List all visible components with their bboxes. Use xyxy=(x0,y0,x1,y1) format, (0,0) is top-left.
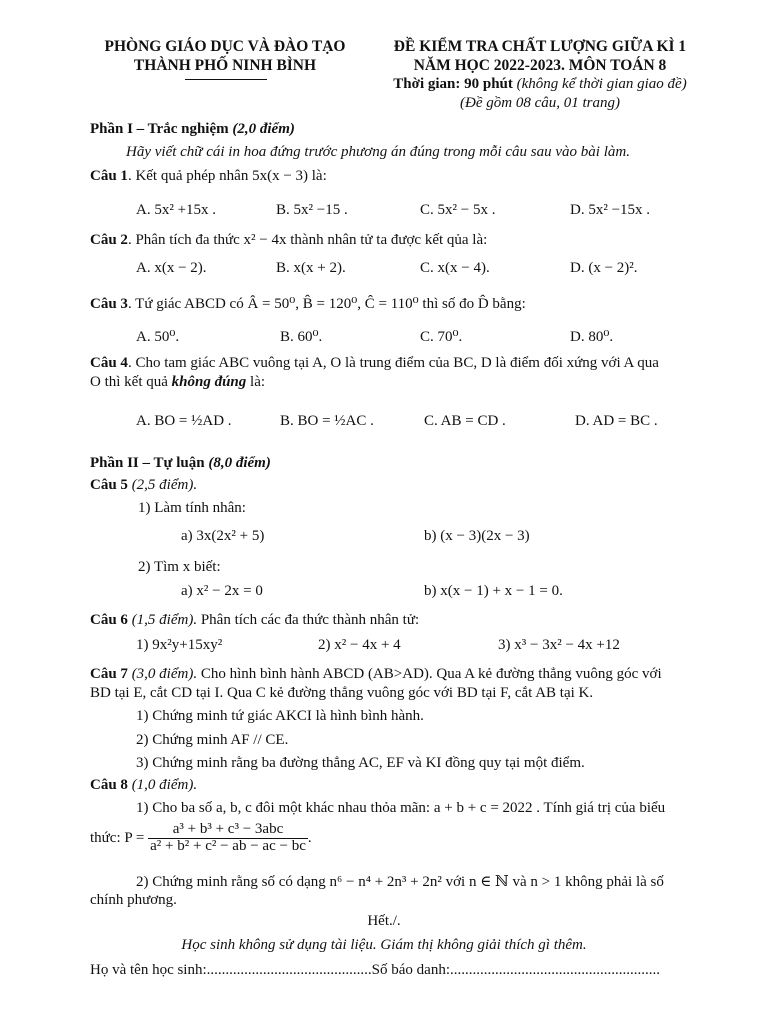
q8-stem xyxy=(90,777,197,794)
q2-option-b: B. x(x + 2). xyxy=(276,260,346,276)
q4-text2c: là: xyxy=(246,374,266,390)
q3-label: Câu 3 xyxy=(90,296,128,312)
q7-sub2: 2) Chứng minh AF // CE. xyxy=(136,732,289,748)
q8-denominator: a² + b² + c² − ab − ac − bc xyxy=(150,837,306,854)
time-label: Thời gian: 90 phút xyxy=(393,76,513,92)
q2-option-c: C. x(x − 4). xyxy=(420,260,490,276)
q7-label: Câu 7 xyxy=(90,666,128,682)
q1-option-c: C. 5x² − 5x . xyxy=(420,202,496,218)
q8-sub2-line2: chính phương. xyxy=(90,892,177,908)
q8-sub2-line1: 2) Chứng minh rằng số có dạng n⁶ − n⁴ + 2n³ + 2n² với n ∈ ℕ và n > 1 không phải là số xyxy=(136,874,664,890)
q6-text: Phân tích các đa thức thành nhân tử: xyxy=(197,612,420,628)
q3-text: . Tứ giác ABCD có Â = 50⁰, B̂ = 120⁰, Ĉ = 110⁰ thì số đo D̂ bằng: xyxy=(127,296,526,312)
exam-footer-note: Học sinh không sử dụng tài liệu. Giám thị không giải thích gì thêm. xyxy=(181,937,587,953)
q3-option-b: B. 60⁰. xyxy=(280,329,323,345)
q7-text1: Cho hình bình hành ABCD (AB>AD). Qua A kẻ đường thẳng vuông góc với xyxy=(197,666,662,682)
part1-instruction: Hãy viết chữ cái in hoa đứng trước phương án đúng trong mỗi câu sau vào bài làm. xyxy=(126,144,630,160)
q3-option-c: C. 70⁰. xyxy=(420,329,463,345)
q5-sub1b: b) (x − 3)(2x − 3) xyxy=(424,528,530,544)
q7-sub3: 3) Chứng minh rằng ba đường thẳng AC, EF và KI đồng quy tại một điểm. xyxy=(136,755,585,771)
student-name-field: Họ và tên học sinh:............................................ xyxy=(90,962,372,978)
q4-option-d: D. AD = BC . xyxy=(575,413,658,429)
q2-text: . Phân tích đa thức x² − 4x thành nhân tử ta được kết qủa là: xyxy=(127,232,488,248)
q5-points: (2,5 điểm). xyxy=(131,477,198,493)
student-info xyxy=(90,962,660,979)
q7-points: (3,0 điểm). xyxy=(131,666,198,682)
q5-stem xyxy=(90,477,197,494)
exam-title: ĐỀ KIỂM TRA CHẤT LƯỢNG GIỮA KÌ 1 xyxy=(393,38,687,55)
header-underline xyxy=(185,79,267,80)
q1-text: . Kết quả phép nhân 5x(x − 3) là: xyxy=(127,168,327,184)
q4-option-a: A. BO = ½AD . xyxy=(136,413,232,429)
school-year-subject: NĂM HỌC 2022-2023. MÔN TOÁN 8 xyxy=(413,57,667,74)
q4-text1: . Cho tam giác ABC vuông tại A, O là trung điểm của BC, D là điểm đối xứng với A qua xyxy=(127,355,659,371)
q4-option-c: C. AB = CD . xyxy=(424,413,506,429)
part2-heading xyxy=(90,455,271,472)
q6-item3: 3) x³ − 3x² − 4x +12 xyxy=(498,637,620,653)
q8-fraction xyxy=(148,822,308,855)
candidate-number-field: Số báo danh:........................................................ xyxy=(371,962,660,978)
q8-expression: thức: P = $\frac{\text{a³ + b³ + c³ − 3abc}}{\text{a² + b² + c² − ab − ac − bc}}$ . xyxy=(90,821,312,854)
q3-option-d: D. 80⁰. xyxy=(570,329,614,345)
part1-title: Phần I – Trắc nghiệm xyxy=(90,121,229,137)
q4-text2a: O thì kết quả xyxy=(90,374,172,390)
q2-label: Câu 2 xyxy=(90,232,128,248)
q3-option-a: A. 50⁰. xyxy=(136,329,180,345)
q8-label: Câu 8 xyxy=(90,777,128,793)
q6-stem xyxy=(90,612,419,629)
q3-stem xyxy=(90,294,526,313)
q1-label: Câu 1 xyxy=(90,168,128,184)
city-name: THÀNH PHỐ NINH BÌNH xyxy=(133,57,317,74)
time-note: (không kể thời gian giao đề) xyxy=(516,76,687,92)
q6-points: (1,5 điểm). xyxy=(131,612,198,628)
q4-stem-line1 xyxy=(90,355,659,372)
q5-sub2a: a) x² − 2x = 0 xyxy=(181,583,263,599)
q1-option-b: B. 5x² −15 . xyxy=(276,202,348,218)
pages-note: (Đề gồm 08 câu, 01 trang) xyxy=(460,95,620,111)
exam-time xyxy=(370,76,710,93)
q8-expr-label: thức: P = xyxy=(90,829,145,846)
q5-label: Câu 5 xyxy=(90,477,128,493)
q7-stem-line1 xyxy=(90,666,662,683)
q2-stem xyxy=(90,232,487,249)
q7-sub1: 1) Chứng minh tứ giác AKCI là hình bình hành. xyxy=(136,708,424,724)
q8-numerator: a³ + b³ + c³ − 3abc xyxy=(148,822,308,839)
q6-item2: 2) x² − 4x + 4 xyxy=(318,637,401,653)
q7-stem-line2: BD tại E, cắt CD tại I. Qua C kẻ đường thẳng vuông góc với BD tại F, cắt AB tại K. xyxy=(90,685,594,701)
q6-label: Câu 6 xyxy=(90,612,128,628)
part1-points: (2,0 điểm) xyxy=(232,121,295,137)
q4-label: Câu 4 xyxy=(90,355,128,371)
q1-option-d: D. 5x² −15x . xyxy=(570,202,651,218)
q4-stem-line2 xyxy=(90,374,265,391)
q5-sub1a: a) 3x(2x² + 5) xyxy=(181,528,265,544)
end-mark: Hết./. xyxy=(367,913,401,929)
part1-heading xyxy=(90,121,295,138)
q1-stem xyxy=(90,168,327,185)
q2-option-a: A. x(x − 2). xyxy=(136,260,207,276)
part2-title: Phần II – Tự luận xyxy=(90,455,205,471)
q6-item1: 1) 9x²y+15xy² xyxy=(136,637,223,653)
q4-option-b: B. BO = ½AC . xyxy=(280,413,374,429)
q4-not-correct: không đúng xyxy=(171,374,247,390)
q5-sub1: 1) Làm tính nhân: xyxy=(138,500,246,516)
q1-option-a: A. 5x² +15x . xyxy=(136,202,217,218)
part2-points: (8,0 điểm) xyxy=(208,455,271,471)
department-name: PHÒNG GIÁO DỤC VÀ ĐÀO TẠO xyxy=(104,38,346,55)
q2-option-d: D. (x − 2)². xyxy=(570,260,638,276)
q5-sub2: 2) Tìm x biết: xyxy=(138,559,221,575)
q5-sub2b: b) x(x − 1) + x − 1 = 0. xyxy=(424,583,563,599)
q8-points: (1,0 điểm). xyxy=(131,777,198,793)
q8-sub1: 1) Cho ba số a, b, c đôi một khác nhau thỏa mãn: a + b + c = 2022 . Tính giá trị của biểu xyxy=(136,800,666,816)
